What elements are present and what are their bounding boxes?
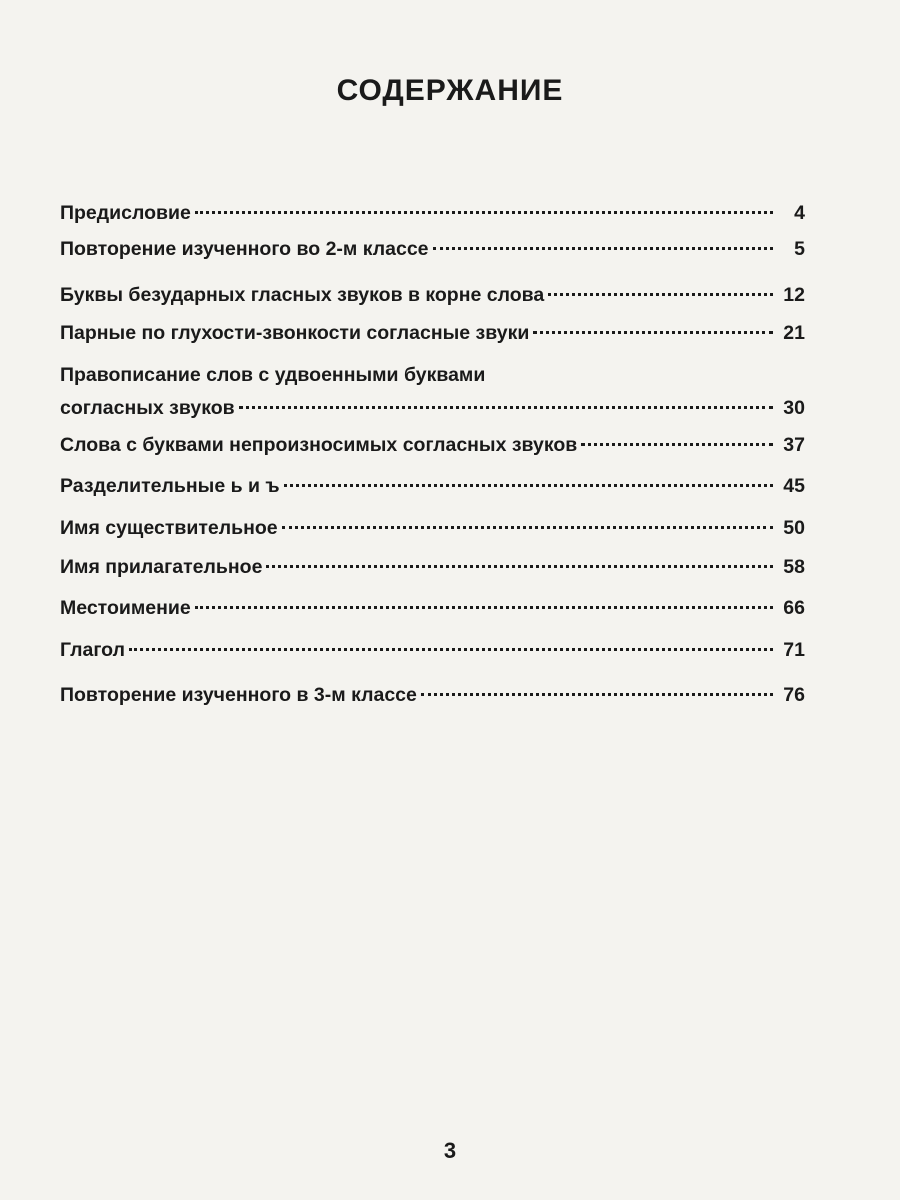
toc-entry-text: Имя существительное [60, 517, 278, 539]
toc-entry-text: Предисловие [60, 202, 191, 224]
leader-dots [129, 648, 773, 651]
toc-entry-text: Слова с буквами непроизносимых согласных звуков [60, 434, 578, 456]
toc-entry[interactable] [60, 517, 805, 540]
toc-entry-text: Повторение изученного в 3-м классе [60, 684, 417, 706]
toc-entry-page: 5 [794, 238, 805, 260]
toc-entry[interactable] [60, 475, 805, 498]
toc-entry-page: 12 [783, 284, 805, 306]
leader-dots [239, 406, 773, 409]
toc-entry-text: Разделительные ь и ъ [60, 475, 280, 497]
page-title: СОДЕРЖАНИЕ [336, 74, 564, 107]
leader-dots [581, 443, 773, 446]
toc-entry-page: 30 [783, 397, 805, 419]
toc-entry[interactable] [60, 556, 805, 579]
toc-entry[interactable] [60, 597, 805, 620]
toc-entry[interactable] [60, 202, 805, 225]
toc-entry[interactable] [60, 434, 805, 457]
leader-dots [195, 211, 773, 214]
toc-entry-page: 71 [783, 639, 805, 661]
toc-entry[interactable] [60, 322, 805, 345]
toc-entry[interactable] [60, 238, 805, 261]
toc-entry-text: Буквы безударных гласных звуков в корне слова [60, 284, 545, 306]
leader-dots [284, 484, 773, 487]
leader-dots [282, 526, 773, 529]
toc-entry-page: 45 [783, 475, 805, 497]
toc-entry-text: Парные по глухости-звонкости согласные звуки [60, 322, 530, 344]
toc-entry-text: Имя прилагательное [60, 556, 263, 578]
toc-entry-page: 66 [783, 597, 805, 619]
leader-dots [195, 606, 773, 609]
page-number: 3 [443, 1138, 457, 1163]
toc-entry-page: 50 [783, 517, 805, 539]
toc-entry-page: 76 [783, 684, 805, 706]
leader-dots [421, 693, 773, 696]
toc-entry-text: согласных звуков [60, 397, 235, 419]
toc-entry-page: 21 [783, 322, 805, 344]
toc-entry-page: 58 [783, 556, 805, 578]
toc-entry[interactable] [60, 284, 805, 307]
toc-entry-page: 37 [783, 434, 805, 456]
leader-dots [548, 293, 773, 296]
toc-entry-text: Повторение изученного во 2-м классе [60, 238, 429, 260]
toc-entry[interactable] [60, 364, 805, 420]
toc-entry-page: 4 [794, 202, 805, 224]
toc-entry-text: Местоимение [60, 597, 191, 619]
leader-dots [433, 247, 773, 250]
toc-entry-text-line1: Правописание слов с удвоенными буквами [60, 364, 486, 386]
toc-entry[interactable] [60, 684, 805, 707]
toc-entry[interactable] [60, 639, 805, 662]
leader-dots [533, 331, 773, 334]
leader-dots [266, 565, 773, 568]
toc-entry-text: Глагол [60, 639, 125, 661]
